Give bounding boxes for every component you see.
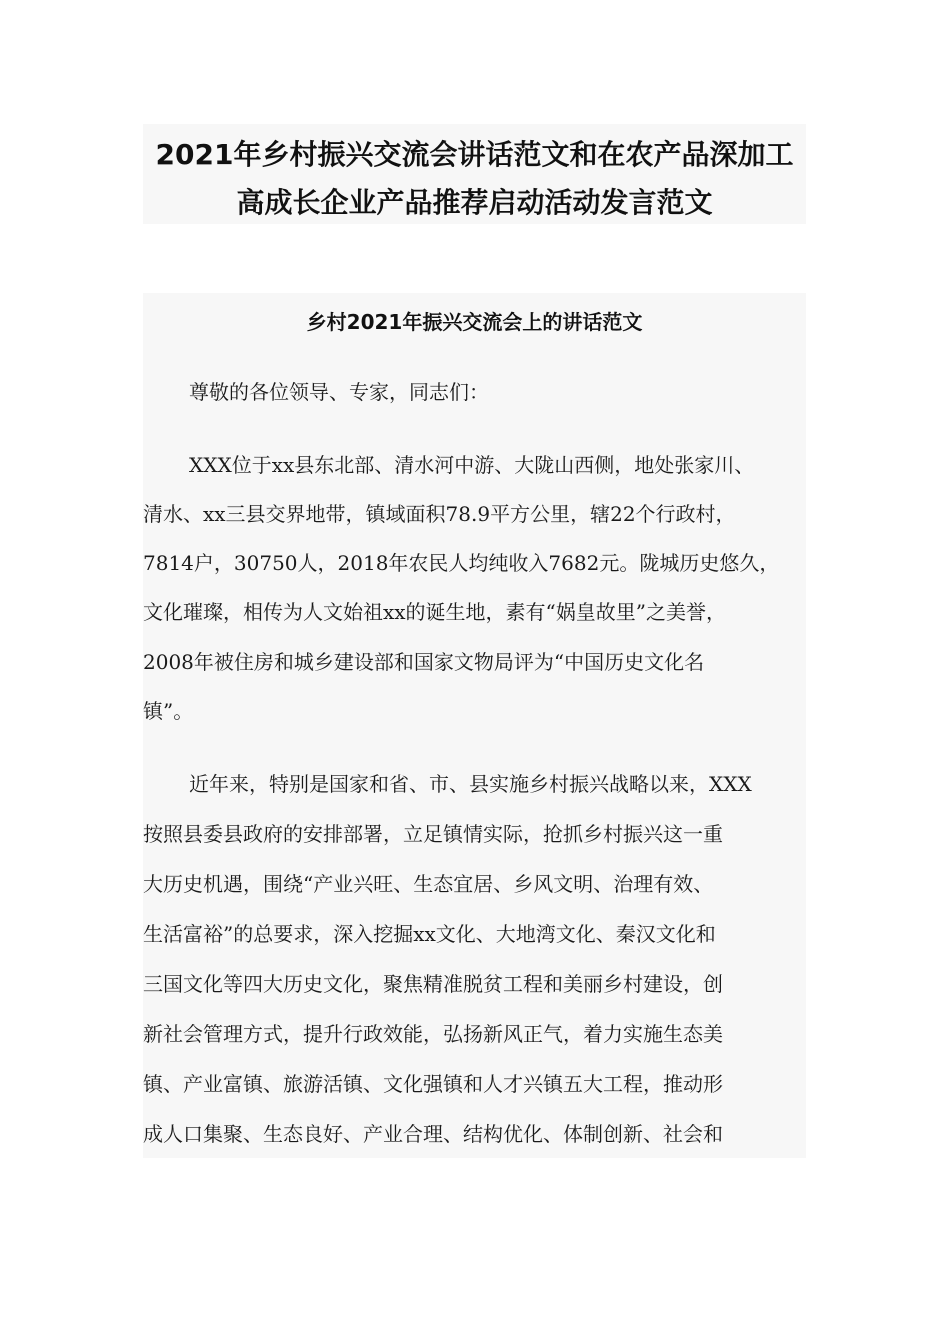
paragraph-line: 镇”。	[143, 699, 194, 723]
paragraph-line: 按照县委县政府的安排部署，立足镇情实际，抢抓乡村振兴这一重	[143, 822, 723, 846]
paragraph-line: 生活富裕”的总要求，深入挖掘xx文化、大地湾文化、秦汉文化和	[143, 922, 716, 946]
paragraph-line: 大历史机遇，围绕“产业兴旺、生态宜居、乡风文明、治理有效、	[143, 872, 714, 896]
salutation: 尊敬的各位领导、专家，同志们：	[189, 380, 489, 404]
paragraph-line: 镇、产业富镇、旅游活镇、文化强镇和人才兴镇五大工程，推动形	[143, 1072, 723, 1096]
paragraph-line: 三国文化等四大历史文化，聚焦精准脱贫工程和美丽乡村建设，创	[143, 972, 723, 996]
paragraph-line: 文化璀璨，相传为人文始祖xx的诞生地，素有“娲皇故里”之美誉，	[143, 600, 727, 624]
paragraph-line: XXX位于xx县东北部、清水河中游、大陇山西侧，地处张家川、	[189, 453, 755, 477]
document-body	[143, 293, 806, 1158]
section-heading: 乡村2021年振兴交流会上的讲话范文	[306, 310, 643, 334]
paragraph-line: 2008年被住房和城乡建设部和国家文物局评为“中国历史文化名	[143, 650, 705, 674]
paragraph-line: 7814户，30750人，2018年农民人均纯收入7682元。陇城历史悠久，	[143, 551, 780, 575]
paragraph-line: 近年来，特别是国家和省、市、县实施乡村振兴战略以来，XXX	[189, 772, 752, 796]
document-title	[143, 124, 806, 224]
paragraph-line: 成人口集聚、生态良好、产业合理、结构优化、体制创新、社会和	[143, 1122, 723, 1146]
paragraph-line: 清水、xx三县交界地带，镇域面积78.9平方公里，辖22个行政村，	[143, 502, 736, 526]
paragraph-line: 新社会管理方式，提升行政效能，弘扬新风正气，着力实施生态美	[143, 1022, 723, 1046]
title-line-1: 2021年乡村振兴交流会讲话范文和在农产品深加工	[155, 138, 794, 171]
title-line-2: 高成长企业产品推荐启动活动发言范文	[236, 186, 713, 219]
